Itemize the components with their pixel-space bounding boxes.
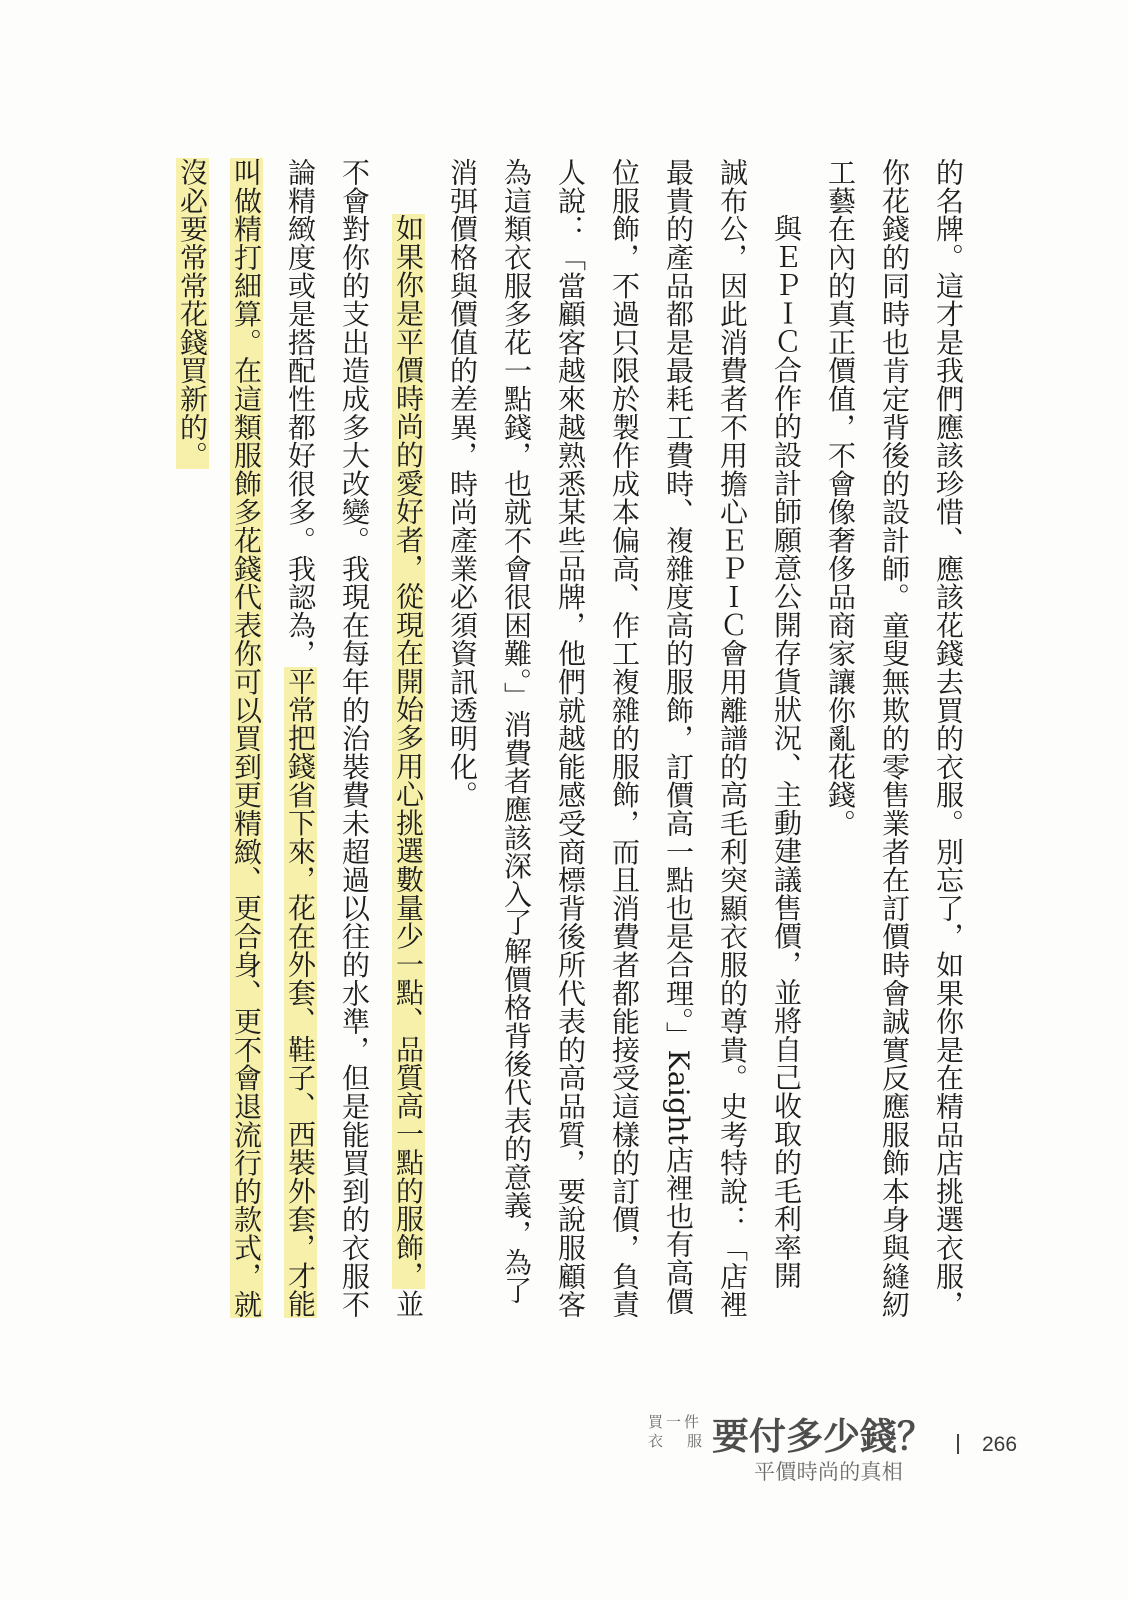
text-column bbox=[489, 158, 543, 1358]
text-segment: 消弭價格與價值的差異，時尚產業必須資訊透明化。 bbox=[446, 158, 479, 809]
text-segment: 最貴的產品都是最耗工費時、複雜度高的服飾，訂價高一點也是合理。」Kaight店裡也有高價 bbox=[662, 158, 695, 1315]
highlighted-text: 如果你是平價時尚的愛好者，從現在開始多用心挑選數量少一點、品質高一點的服飾， bbox=[392, 214, 425, 1290]
text-column bbox=[813, 158, 867, 1358]
text-segment: 與ＥＰＩＣ合作的設計師願意公開存貨狀況、主動建議售價，並將自己收取的毛利率開 bbox=[770, 214, 803, 1290]
body-text bbox=[165, 158, 975, 1358]
text-column bbox=[651, 158, 705, 1358]
text-column bbox=[165, 158, 219, 1358]
text-segment: 位服飾，不過只限於製作成本偏高、作工複雜的服飾，而且消費者都能接受這樣的訂價，負責 bbox=[608, 158, 641, 1319]
text-segment: 你花錢的同時也肯定背後的設計師。童叟無欺的零售業者在訂價時會誠實反應服飾本身與縫紉 bbox=[878, 158, 911, 1319]
text-segment: 誠布公，因此消費者不用擔心ＥＰＩＣ會用離譜的高毛利突顯衣服的尊貴。史考特說：「店裡 bbox=[716, 158, 749, 1319]
text-column bbox=[381, 158, 435, 1358]
highlighted-text: 叫做精打細算。在這類服飾多花錢代表你可以買到更精緻、更合身、更不會退流行的款式，就 bbox=[230, 158, 263, 1319]
highlighted-text: 沒必要常常花錢買新的。 bbox=[176, 158, 209, 470]
text-segment: 人說：「當顧客越來越熟悉某些品牌，他們就越能感受商標背後所代表的高品質，要說服顧客 bbox=[554, 158, 587, 1319]
footer-divider bbox=[957, 1434, 959, 1454]
text-column bbox=[705, 158, 759, 1358]
text-segment: 工藝在內的真正價值，不會像奢侈品商家讓你亂花錢。 bbox=[824, 158, 857, 838]
text-column bbox=[435, 158, 489, 1358]
footer-title-prefix-bottom-right: 服 bbox=[686, 1433, 702, 1450]
text-column bbox=[921, 158, 975, 1358]
text-segment: 不會對你的支出造成多大改變。我現在每年的治裝費未超過以往的水準，但是能買到的衣服不 bbox=[338, 158, 371, 1319]
highlighted-text: 平常把錢省下來，花在外套、鞋子、西裝外套，才能 bbox=[284, 667, 317, 1319]
text-column bbox=[219, 158, 273, 1358]
text-segment: 的名牌。這才是我們應該珍惜、應該花錢去買的衣服。別忘了，如果你是在精品店挑選衣服， bbox=[932, 158, 965, 1319]
footer-book-title: 要付多少錢？ bbox=[712, 1416, 934, 1457]
text-column bbox=[273, 158, 327, 1358]
text-column bbox=[543, 158, 597, 1358]
text-column bbox=[327, 158, 381, 1358]
text-column bbox=[759, 158, 813, 1358]
footer-title-prefix-top: 買一件 bbox=[648, 1414, 703, 1431]
footer-title-prefix-bottom bbox=[648, 1432, 706, 1451]
text-column bbox=[597, 158, 651, 1358]
page-number: 266 bbox=[982, 1433, 1018, 1456]
footer-title-prefix-bottom-left: 衣 bbox=[648, 1433, 664, 1450]
footer-title-prefix bbox=[648, 1413, 706, 1451]
text-column bbox=[867, 158, 921, 1358]
text-segment: 為這類衣服多花一點錢，也就不會很困難。」消費者應該深入了解價格背後代表的意義，為了 bbox=[500, 158, 533, 1305]
text-segment: 論精緻度或是搭配性都好很多。我認為， bbox=[284, 158, 317, 668]
text-segment: 並 bbox=[392, 1289, 425, 1318]
footer-book-subtitle: 平價時尚的真相 bbox=[754, 1461, 904, 1484]
